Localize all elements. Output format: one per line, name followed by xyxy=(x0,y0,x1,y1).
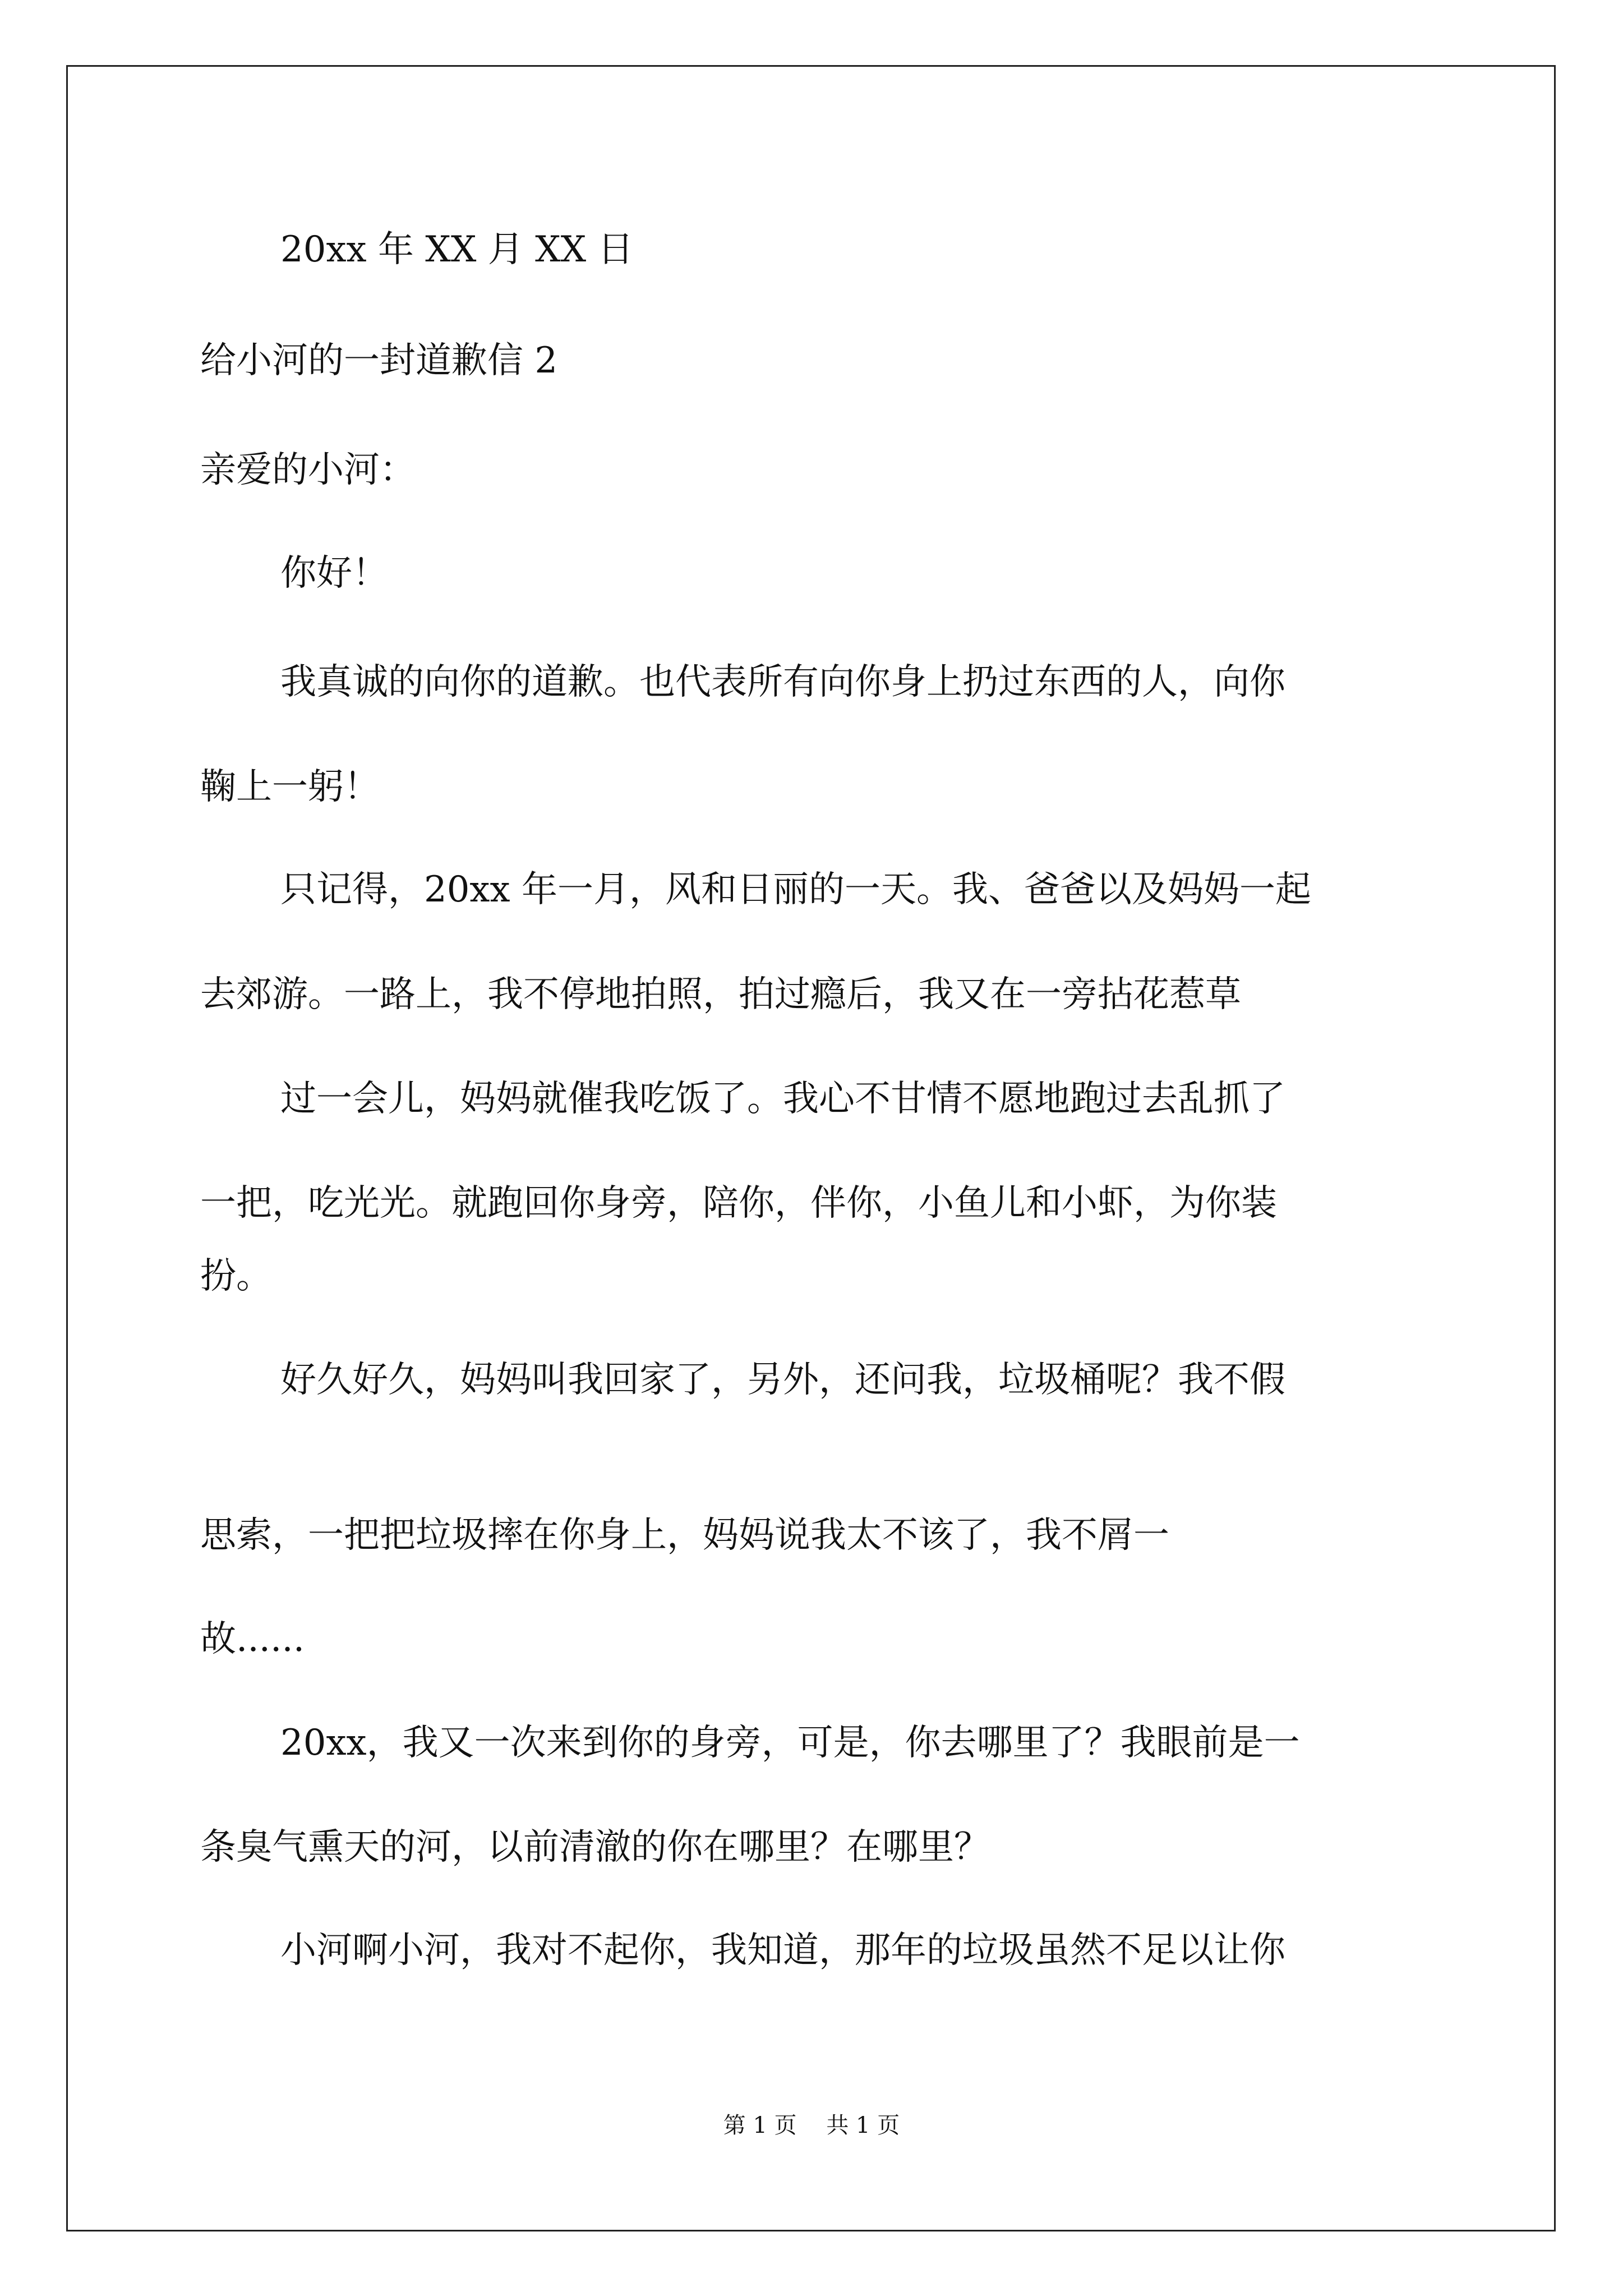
letter-greeting: 你好！ xyxy=(280,553,388,594)
paragraph-line: 思索，一把把垃圾摔在你身上，妈妈说我太不该了，我不屑一 xyxy=(200,1515,1169,1556)
paragraph-line: 我真诚的向你的道歉。也代表所有向你身上扔过东西的人，向你 xyxy=(280,661,1285,703)
letter-title: 给小河的一封道歉信 2 xyxy=(200,340,558,381)
paragraph-line: 条臭气熏天的河，以前清澈的你在哪里？在哪里？ xyxy=(200,1826,990,1868)
paragraph-line: 扮。 xyxy=(200,1255,272,1297)
paragraph-line: 鞠上一躬！ xyxy=(200,766,380,808)
page-number-footer: 第 1 页 共 1 页 xyxy=(723,2113,900,2138)
paragraph-line: 故...... xyxy=(200,1618,305,1660)
letter-date: 20xx 年 XX 月 XX 日 xyxy=(280,229,634,270)
letter-salutation: 亲爱的小河： xyxy=(200,449,416,491)
paragraph-line: 小河啊小河，我对不起你，我知道，那年的垃圾虽然不足以让你 xyxy=(280,1930,1285,1971)
page-border xyxy=(66,65,1556,2231)
paragraph-line: 20xx，我又一次来到你的身旁，可是，你去哪里了？我眼前是一 xyxy=(280,1722,1300,1764)
paragraph-line: 过一会儿，妈妈就催我吃饭了。我心不甘情不愿地跑过去乱抓了 xyxy=(280,1078,1285,1120)
paragraph-line: 好久好久，妈妈叫我回家了，另外，还问我，垃圾桶呢？我不假 xyxy=(280,1359,1285,1401)
paragraph-line: 去郊游。一路上，我不停地拍照，拍过瘾后，我又在一旁拈花惹草 xyxy=(200,974,1241,1015)
paragraph-line: 一把，吃光光。就跑回你身旁，陪你，伴你，小鱼儿和小虾，为你装 xyxy=(200,1182,1277,1224)
paragraph-line: 只记得，20xx 年一月，风和日丽的一天。我、爸爸以及妈妈一起 xyxy=(280,869,1311,910)
